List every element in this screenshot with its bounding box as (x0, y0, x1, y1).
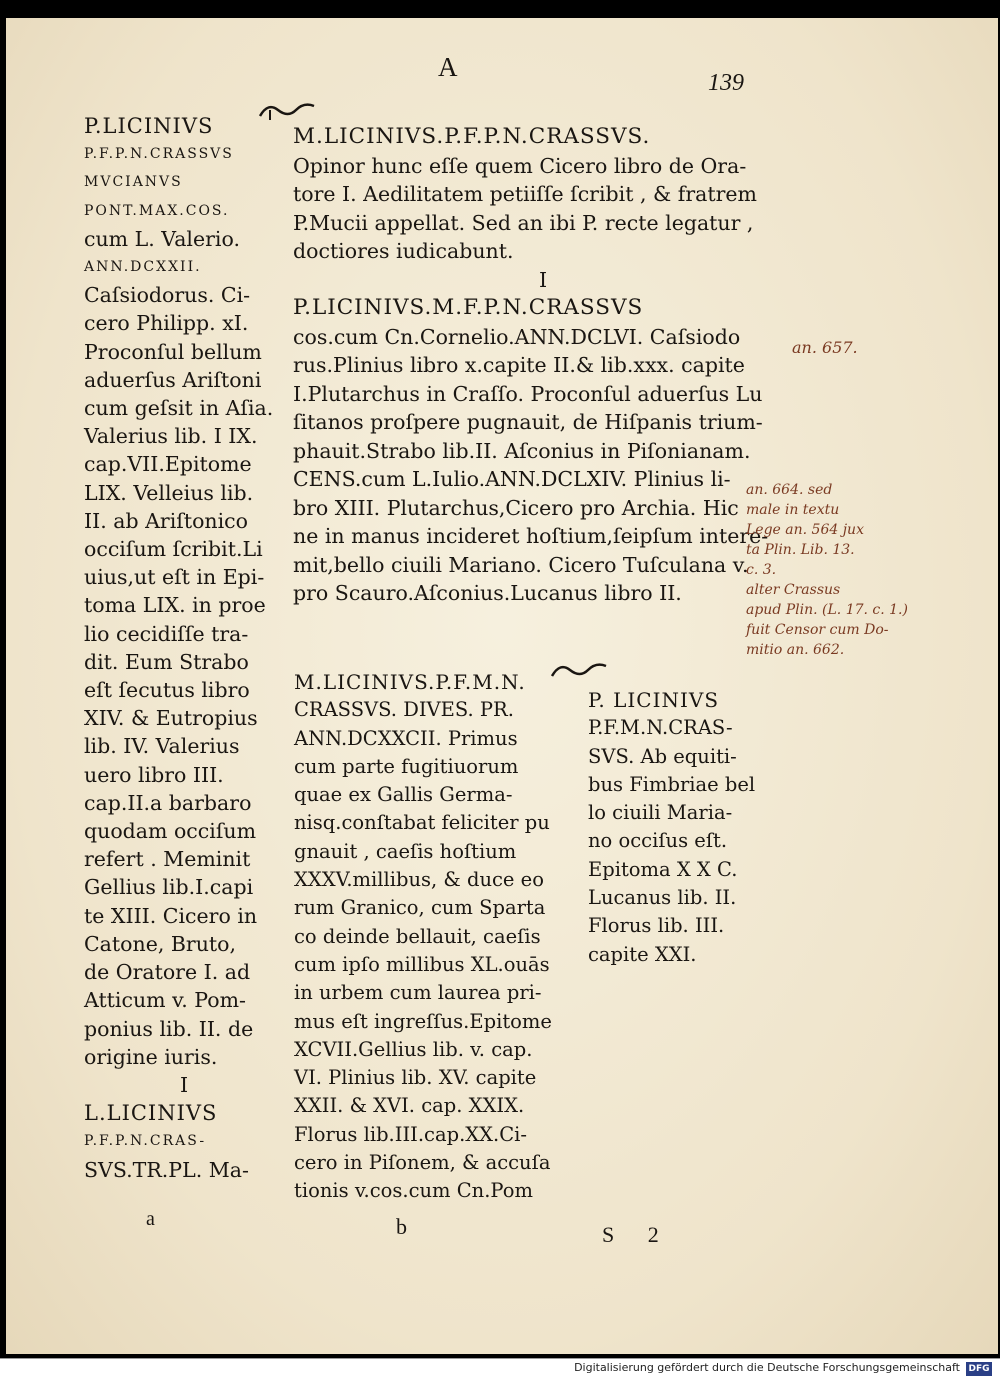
margin-note-line: alter Crassus (746, 582, 841, 598)
text-line: Valerius lib. I IX. (84, 424, 258, 449)
text-line: refert . Meminit (84, 847, 251, 872)
text-line: SVS. Ab equiti- (588, 744, 737, 768)
text-line: ANN.DCXXII. (84, 259, 202, 276)
text-line: Opinor hunc eſſe quem Cicero libro de Ora- (293, 153, 747, 178)
text-line: bro XIII. Plutarchus,Cicero pro Archia. Hic (293, 495, 739, 520)
text-line: P.F.M.N.CRAS- (588, 716, 733, 740)
left-column (84, 112, 284, 1184)
text-line: tionis v.cos.cum Cn.Pom (294, 1179, 533, 1203)
text-line: cero Philipp. xI. (84, 311, 249, 336)
text-line: XCVII.Gellius lib. v. cap. (294, 1037, 533, 1061)
text-line: Atticum v. Pom- (84, 988, 246, 1013)
text-line: Proconſul bellum (84, 339, 262, 364)
text-line: MVCIANVS (84, 174, 183, 191)
text-line: Catone, Bruto, (84, 931, 237, 956)
text-line: uius,ut eſt in Epi- (84, 565, 265, 590)
text-line: rus.Plinius libro x.capite II.& lib.xxx. capite (293, 353, 745, 377)
text-line: phauit.Strabo lib.II. Aſconius in Piſonianam. (293, 438, 751, 463)
text-line: quodam occiſum (84, 819, 257, 844)
text-line: nisq.conſtabat feliciter pu (294, 811, 550, 835)
margin-note-line: male in textu (746, 502, 840, 518)
text-line: P.Mucii appellat. Sed an ibi P. recte legatur , (293, 210, 754, 235)
text-line: Florus lib.III.cap.XX.Ci- (294, 1122, 527, 1146)
running-header-letter: A (438, 52, 458, 82)
margin-note-line: c. 3. (746, 562, 777, 578)
text-line: XXII. & XVI. cap. XXIX. (294, 1094, 525, 1118)
text-line: P.F.P.N.CRAS- (84, 1133, 207, 1150)
margin-note-line: ta Plin. Lib. 13. (746, 542, 855, 558)
text-line: mus eſt ingreſſus.Epitome (294, 1009, 552, 1033)
signature-s2: S 2 (602, 1222, 673, 1247)
margin-note-line: mitio an. 662. (746, 642, 845, 658)
text-line: ſitanos proſpere pugnauit, de Hiſpanis trium- (293, 410, 763, 434)
text-line: II. ab Ariſtonico (84, 508, 248, 533)
text-line: Caſsiodorus. Ci- (84, 283, 251, 308)
text-line: cum ipſo millibus XL.ouās (294, 952, 550, 976)
text-line: P. LICINIVS (588, 688, 720, 712)
text-line: no occiſus eſt. (588, 829, 728, 853)
text-line: aduerſus Ariſtoni (84, 367, 262, 392)
text-line: P.LICINIVS.M.F.P.N.CRASSVS (293, 295, 644, 320)
text-line: P.F.P.N.CRASSVS (84, 146, 234, 163)
text-line: LIX. Velleius lib. (84, 480, 254, 505)
page-number: 139 (708, 70, 744, 96)
text-line: quae ex Gallis Germa- (294, 783, 513, 807)
text-line: ne in manus incideret hoſtium,ſeipſum intere- (293, 524, 769, 548)
text-line: PONT.MAX.COS. (84, 202, 230, 219)
main-entry-block (293, 123, 793, 608)
section-separator: I (538, 267, 548, 292)
text-line: gnauit , caeſis hoſtium (294, 839, 517, 863)
text-line: ponius lib. II. de (84, 1016, 254, 1041)
text-line: doctiores iudicabunt. (293, 239, 514, 263)
text-line: XXXV.millibus, & duce eo (294, 868, 544, 892)
text-line: toma LIX. in proe (84, 593, 266, 618)
text-line: co deinde bellauit, caeſis (294, 924, 541, 948)
margin-note-line: apud Plin. (L. 17. c. 1.) (746, 602, 908, 618)
text-line: eſt ſecutus libro (84, 678, 250, 703)
text-line: cum geſsit in Aſia. (84, 396, 274, 421)
text-line: dit. Eum Strabo (84, 649, 249, 674)
margin-note-664 (746, 480, 908, 660)
margin-note-line: fuit Censor cum Do- (746, 622, 889, 638)
text-line: tore I. Aedilitatem petiiſſe ſcribit , & fratrem (293, 182, 757, 206)
text-line: cap.VII.Epitome (84, 452, 252, 477)
text-line: Florus lib. III. (588, 914, 725, 938)
dfg-logo: DFG (966, 1362, 992, 1376)
text-line: mit,bello ciuili Mariano. Cicero Tuſculana v. (293, 552, 749, 577)
text-line: de Oratore I. ad (84, 960, 251, 985)
text-line: M.LICINIVS.P.F.M.N. (294, 670, 526, 694)
text-line: cap.II.a barbaro (84, 790, 252, 815)
bottom-center-column (294, 668, 574, 1206)
text-line: I.Plutarchus in Craſſo. Proconſul aduerſus Lu (293, 381, 763, 406)
text-line: CENS.cum L.Iulio.ANN.DCLXIV. Plinius li- (293, 467, 731, 491)
text-line: origine iuris. (84, 1044, 218, 1069)
text-line: Epitoma X X C. (588, 857, 738, 881)
margin-note-657: an. 657. (792, 338, 858, 357)
text-line: lio cecidiſſe tra- (84, 621, 249, 646)
margin-note-line: an. 664. sed (746, 482, 833, 498)
book-page (6, 18, 998, 1354)
text-line: M.LICINIVS.P.F.P.N.CRASSVS. (293, 124, 651, 149)
footer-credit: Digitalisierung gefördert durch die Deutsche Forschungsgemeinschaft (574, 1361, 960, 1374)
text-line: lib. IV. Valerius (84, 734, 240, 759)
text-line: cos.cum Cn.Cornelio.ANN.DCLVI. Caſsiodo (293, 324, 741, 349)
text-line: capite XXI. (588, 942, 697, 966)
text-line: rum Granico, cum Sparta (294, 896, 546, 920)
signature-b: b (396, 1214, 407, 1239)
text-line: XIV. & Eutropius (84, 706, 258, 731)
text-line: lo ciuili Maria- (588, 801, 733, 825)
text-line: P.LICINIVS (84, 114, 214, 138)
text-line: VI. Plinius lib. XV. capite (294, 1066, 537, 1090)
text-line: ANN.DCXXCII. Primus (294, 726, 518, 750)
text-line: L.LICINIVS (84, 1101, 218, 1126)
text-line: pro Scauro.Aſconius.Lucanus libro II. (293, 581, 682, 605)
margin-note-line: Lege an. 564 jux (746, 522, 864, 538)
bottom-right-column (588, 686, 778, 969)
text-line: Lucanus lib. II. (588, 886, 737, 910)
text-line: cum L. Valerio. (84, 226, 240, 251)
text-line: in urbem cum laurea pri- (294, 981, 542, 1005)
text-line: cero in Piſonem, & accuſa (294, 1151, 551, 1175)
text-line: SVS.TR.PL. Ma- (84, 1157, 249, 1182)
section-separator: I (179, 1072, 189, 1097)
signature-a: a (146, 1208, 155, 1230)
text-line: CRASSVS. DIVES. PR. (294, 698, 514, 722)
text-line: uero libro III. (84, 762, 224, 787)
text-line: Gellius lib.I.capi (84, 875, 254, 900)
text-line: occiſum ſcribit.Li (84, 537, 263, 562)
text-line: cum parte fugitiuorum (294, 754, 519, 778)
footer-bar (0, 1358, 1000, 1379)
text-line: te XIII. Cicero in (84, 903, 258, 928)
text-line: bus Fimbriae bel (588, 772, 756, 796)
